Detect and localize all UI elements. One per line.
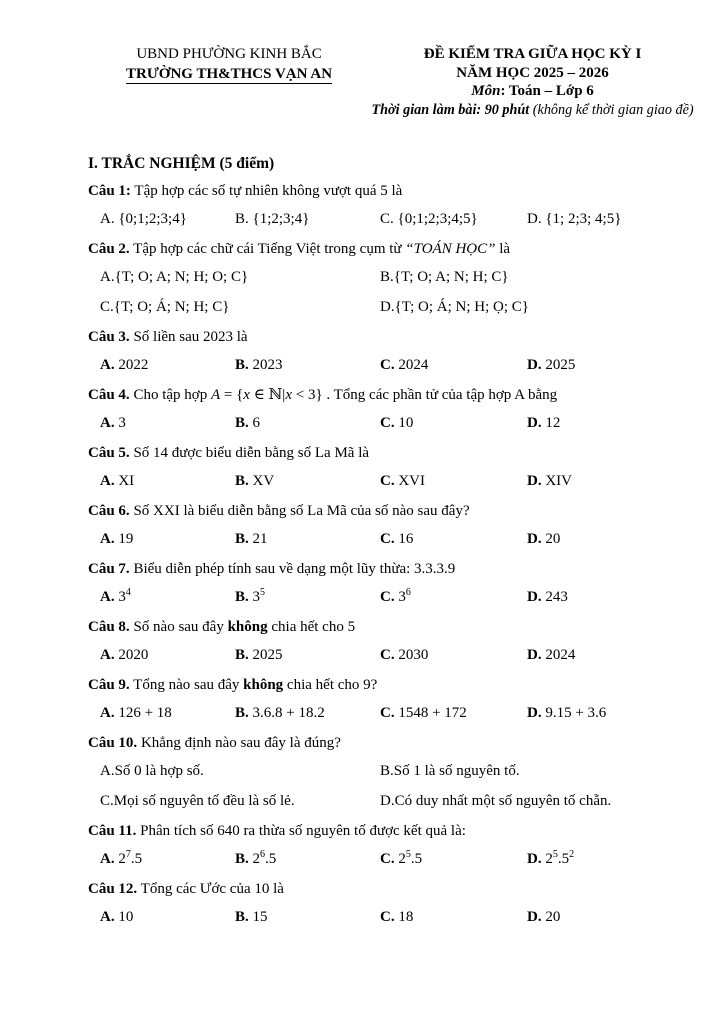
option-letter: C. [380,357,395,373]
option-letter: D. [380,299,395,315]
option-letter: D. [527,909,542,925]
question-stem: Câu 5. Số 14 được biểu diễn bằng số La Mã là [88,445,370,461]
question-number: Câu 2. [88,241,130,257]
option-D: D.Có duy nhất một số nguyên tố chẵn. [380,793,612,809]
option-A: A. 2020 [100,647,149,663]
question-stem: Câu 6. Số XXI là biểu diễn bằng số La Mã của số nào sau đây? [88,503,470,519]
question-stem: Câu 2. Tập hợp các chữ cái Tiếng Việt trong cụm từ “TOÁN HỌC” là [88,241,511,257]
options-row [88,413,707,434]
option-B: B. XV [235,473,275,489]
option-letter: A. [100,763,115,779]
authority-name: UBND PHƯỜNG KINH BẮC [136,46,322,62]
question-stem: Câu 10. Khẳng định nào sau đây là đúng? [88,735,341,751]
option-letter: C. [380,851,395,867]
option-letter: B. [235,909,249,925]
question-8 [88,617,707,666]
document-header [88,45,707,119]
option-D: D.{T; O; Á; N; H; Ọ; C} [380,299,530,315]
option-letter: B. [380,269,394,285]
option-letter: B. [235,589,249,605]
option-letter: C. [380,211,394,227]
option-C: C. {0;1;2;3;4;5} [380,211,478,227]
exam-title: ĐỀ KIỂM TRA GIỮA HỌC KỲ I [423,46,642,62]
option-C: C. 2024 [380,357,429,373]
exam-title-block [358,45,707,119]
option-D: D. 243 [527,589,568,605]
question-stem: Câu 11. Phân tích số 640 ra thừa số nguyên tố được kết quả là: [88,823,466,839]
option-letter: D. [380,793,395,809]
option-D: D. $2^5.5^2$ [527,849,575,867]
question-stem: Câu 12. Tổng các Ước của 10 là [88,881,284,897]
time-limit-line: Thời gian làm bài: 90 phút (không kể thời gian giao đề) [371,101,694,118]
question-stem: Câu 4. Cho tập hợp A = {x ∈ ℕ|x < 3} . Tổng các phần tử của tập hợp A bằng [88,387,558,403]
option-letter: C. [380,473,395,489]
option-A: A. XI [100,473,135,489]
options-row [88,761,707,812]
option-letter: A. [100,415,115,431]
option-letter: B. [235,473,249,489]
option-letter: D. [527,851,542,867]
option-letter: D. [527,415,542,431]
option-letter: D. [527,357,542,373]
option-A: A. 3 [100,415,126,431]
option-C: C. $2^5.5$ [380,849,423,867]
question-number: Câu 1: [88,183,131,199]
options-row [88,355,707,376]
question-number: Câu 11. [88,823,137,839]
option-C: C. 10 [380,415,414,431]
question-stem: Câu 8. Số nào sau đây không chia hết cho 5 [88,619,356,635]
option-B: B. $3^5$ [235,587,266,605]
option-letter: A. [100,851,115,867]
section-title: I. TRẮC NGHIỆM (5 điểm) [88,155,275,172]
option-letter: D. [527,589,542,605]
option-letter: C. [100,299,114,315]
question-1 [88,181,707,230]
question-stem: Câu 9. Tổng nào sau đây không chia hết cho 9? [88,677,378,693]
subject-line: Môn: Toán – Lớp 6 [471,83,594,99]
option-letter: A. [100,647,115,663]
question-number: Câu 6. [88,503,130,519]
question-number: Câu 5. [88,445,130,461]
option-letter: A. [100,909,115,925]
option-D: D. 20 [527,531,561,547]
option-B: B. 2023 [235,357,283,373]
options-row [88,529,707,550]
option-letter: D. [527,211,542,227]
option-letter: A. [100,211,115,227]
option-B: B. $2^6.5$ [235,849,277,867]
options-row [88,645,707,666]
question-number: Câu 12. [88,881,138,897]
option-C: C. XVI [380,473,426,489]
option-D: D. XIV [527,473,573,489]
question-number: Câu 7. [88,561,130,577]
option-letter: D. [527,647,542,663]
question-10 [88,733,707,812]
option-letter: B. [235,211,249,227]
option-A: A.Số 0 là hợp số. [100,763,204,779]
option-letter: A. [100,473,115,489]
option-letter: A. [100,705,115,721]
question-number: Câu 3. [88,329,130,345]
option-letter: C. [380,647,395,663]
option-C: C.{T; O; Á; N; H; C} [100,299,230,315]
option-letter: B. [235,647,249,663]
option-C: C. 16 [380,531,414,547]
option-A: A. $2^7.5$ [100,849,143,867]
option-letter: C. [380,589,395,605]
option-letter: C. [380,909,395,925]
option-letter: A. [100,269,115,285]
option-C: C.Mọi số nguyên tố đều là số lẻ. [100,793,295,809]
question-stem: Câu 3. Số liền sau 2023 là [88,329,248,345]
question-number: Câu 4. [88,387,130,403]
school-name: TRƯỜNG TH&THCS VẠN AN [126,66,333,82]
question-7 [88,559,707,608]
option-letter: A. [100,357,115,373]
question-stem: Câu 7. Biểu diễn phép tính sau về dạng một lũy thừa: 3.3.3.9 [88,561,456,577]
option-C: C. 18 [380,909,414,925]
option-letter: B. [235,531,249,547]
option-A: A. {0;1;2;3;4} [100,211,187,227]
option-A: A. 10 [100,909,134,925]
option-D: D. 9.15 + 3.6 [527,705,607,721]
question-stem: Câu 1: Tập hợp các số tự nhiên không vượt quá 5 là [88,183,403,199]
question-12 [88,879,707,928]
option-letter: B. [235,415,249,431]
question-11 [88,821,707,870]
option-C: C. 2030 [380,647,429,663]
option-D: D. 2024 [527,647,576,663]
option-A: A.{T; O; A; N; H; O; C} [100,269,249,285]
issuing-authority-block [100,45,358,84]
option-letter: B. [380,763,394,779]
question-number: Câu 10. [88,735,138,751]
option-B: B. 6 [235,415,261,431]
option-letter: D. [527,531,542,547]
option-letter: A. [100,589,115,605]
option-letter: C. [380,531,395,547]
question-6 [88,501,707,550]
questions-list [88,181,707,928]
option-D: D. 2025 [527,357,576,373]
option-A: A. 19 [100,531,134,547]
question-number: Câu 9. [88,677,130,693]
option-B: B. 3.6.8 + 18.2 [235,705,325,721]
options-row [88,907,707,928]
option-letter: B. [235,851,249,867]
question-9 [88,675,707,724]
option-D: D. 12 [527,415,561,431]
options-row [88,849,707,870]
school-year: NĂM HỌC 2025 – 2026 [456,64,609,81]
option-B: B.{T; O; A; N; H; C} [380,269,509,285]
options-row [88,209,707,230]
option-letter: D. [527,705,542,721]
options-row [88,471,707,492]
option-B: B. {1;2;3;4} [235,211,310,227]
option-A: A. 126 + 18 [100,705,172,721]
option-C: C. 1548 + 172 [380,705,467,721]
option-C: C. $3^6$ [380,587,411,605]
option-letter: C. [100,793,114,809]
option-A: A. $3^4$ [100,587,131,605]
option-B: B.Số 1 là số nguyên tố. [380,763,520,779]
option-B: B. 15 [235,909,268,925]
option-A: A. 2022 [100,357,149,373]
option-letter: C. [380,415,395,431]
question-3 [88,327,707,376]
option-B: B. 2025 [235,647,283,663]
option-D: D. 20 [527,909,561,925]
option-letter: B. [235,357,249,373]
options-row [88,703,707,724]
options-row [88,267,707,318]
question-5 [88,443,707,492]
question-number: Câu 8. [88,619,130,635]
question-2 [88,239,707,318]
question-4 [88,385,707,434]
option-letter: A. [100,531,115,547]
option-letter: B. [235,705,249,721]
option-letter: C. [380,705,395,721]
option-letter: D. [527,473,542,489]
option-D: D. {1; 2;3; 4;5} [527,211,622,227]
option-B: B. 21 [235,531,268,547]
options-row [88,587,707,608]
